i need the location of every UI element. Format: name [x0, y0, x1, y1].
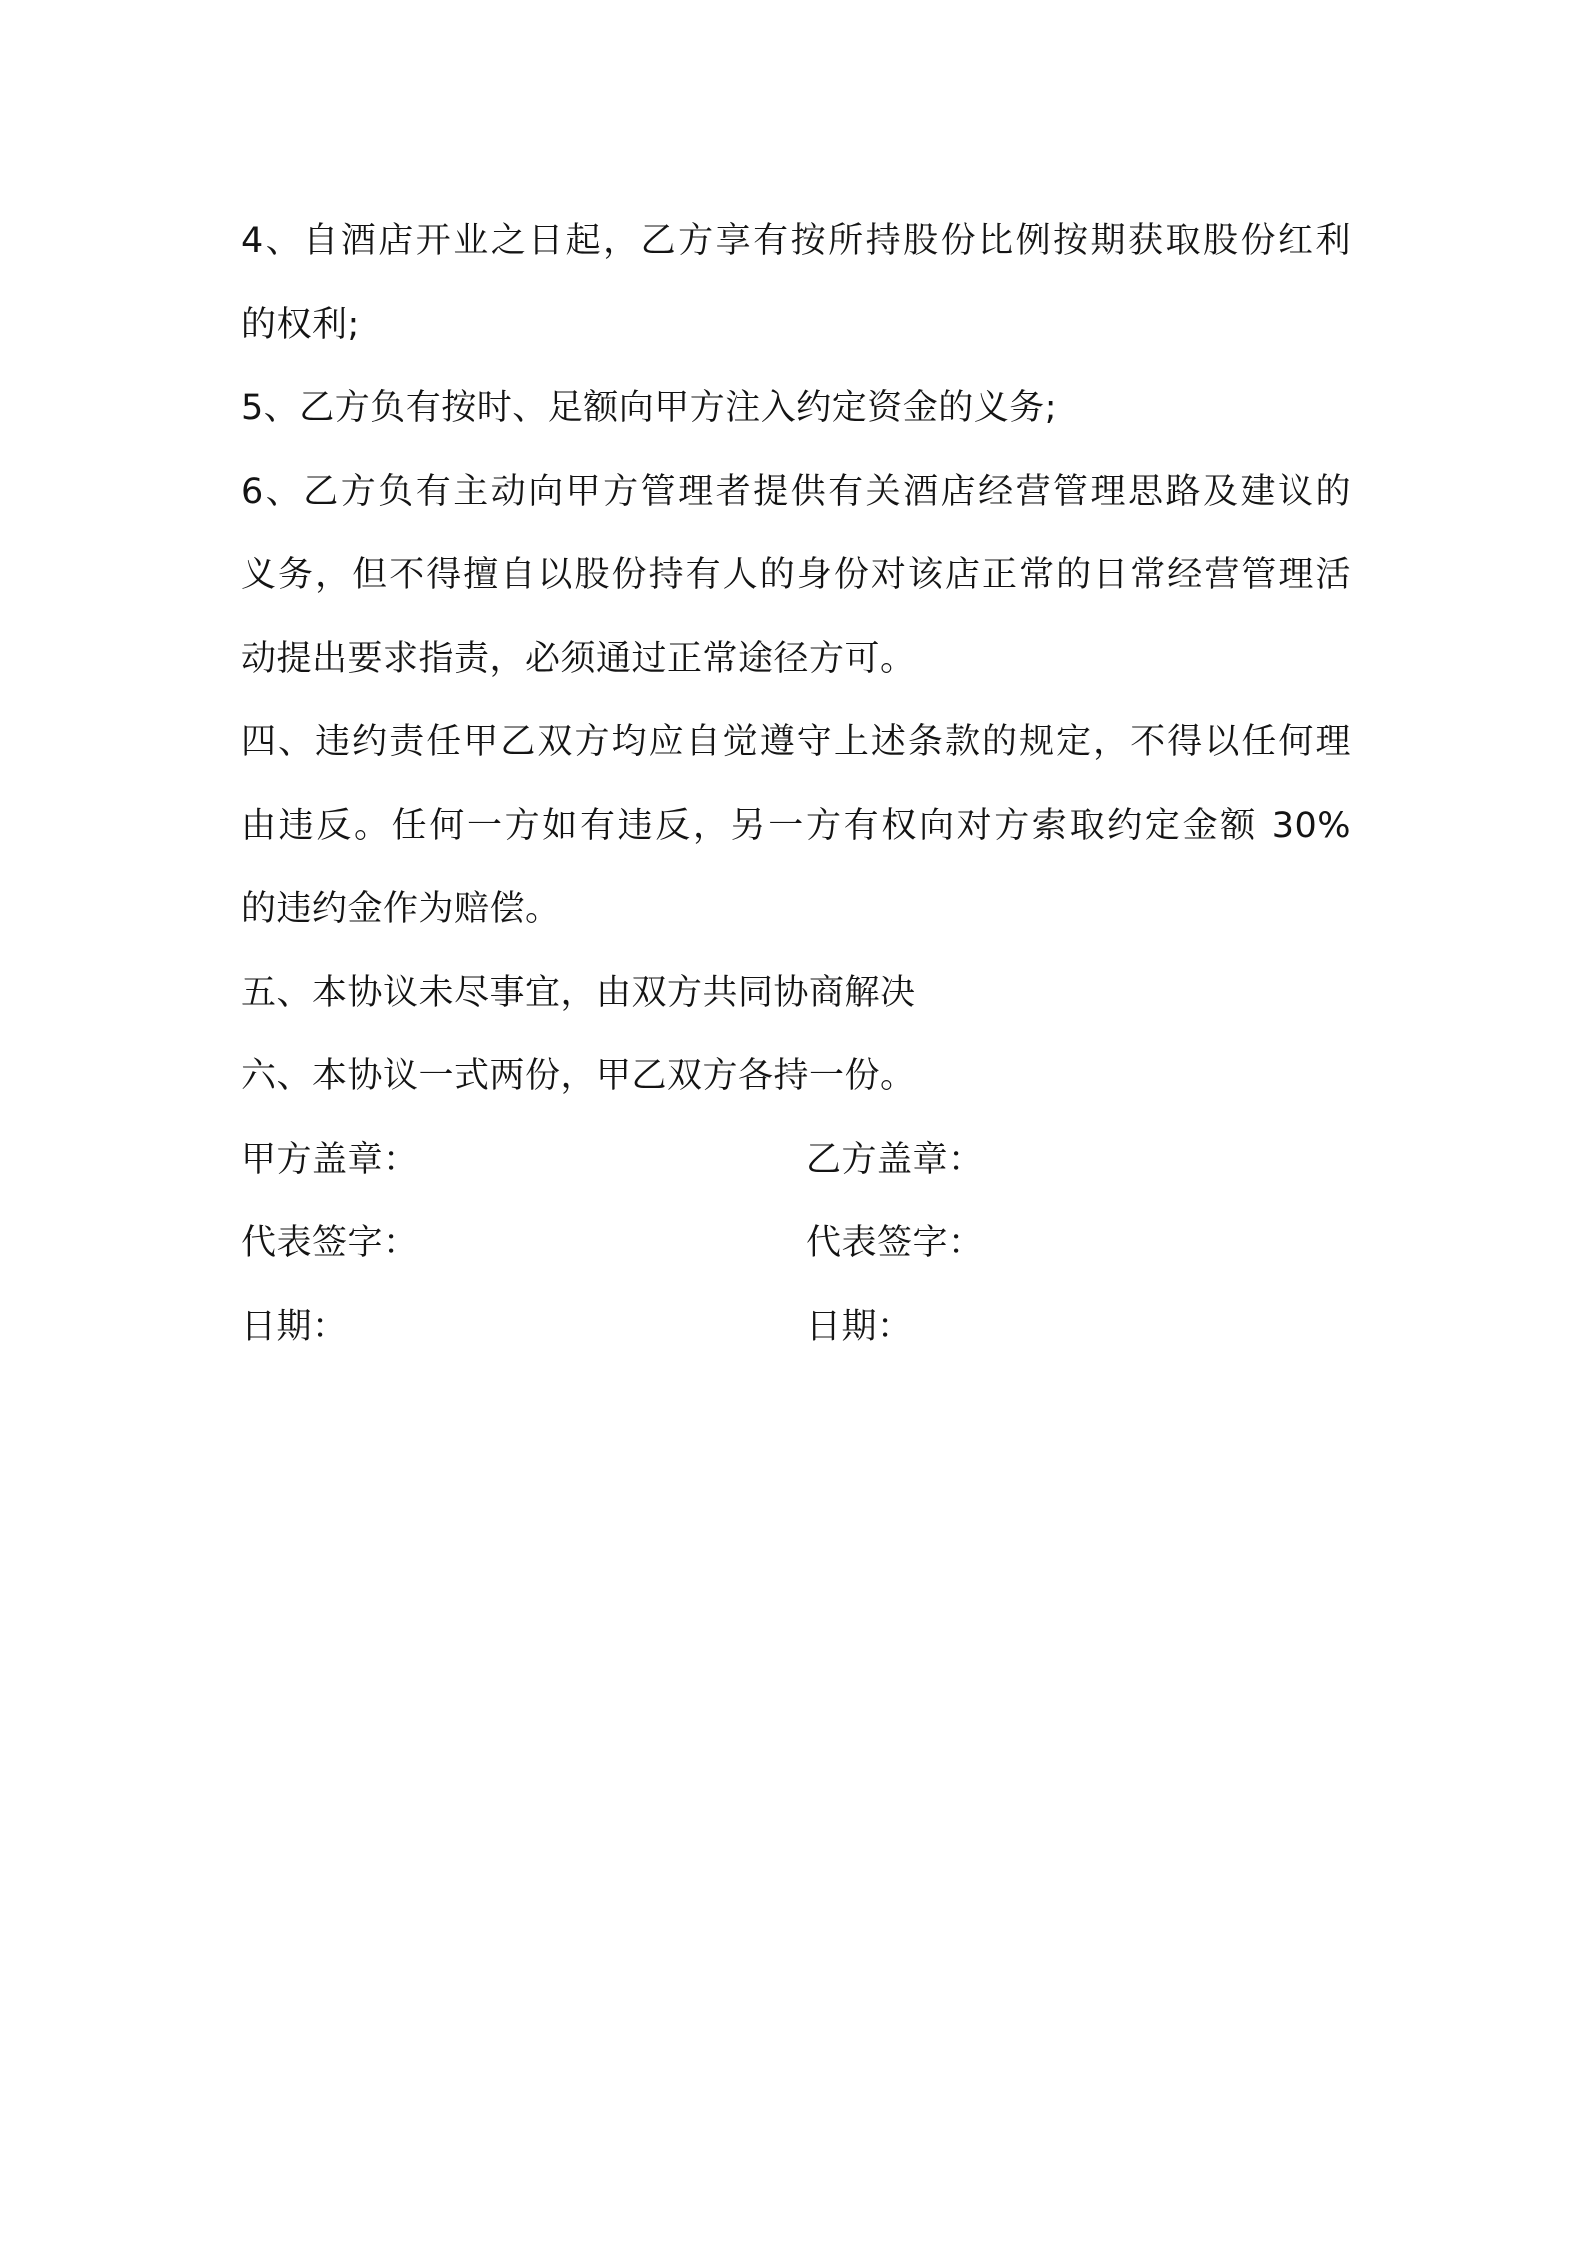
party-b-date-label: 日期： — [806, 1306, 913, 1347]
text-line: 由违反。任何一方如有违反，另一方有权向对方索取约定金额 30% — [241, 805, 1351, 846]
text-line: 的违约金作为赔偿。 — [241, 889, 561, 929]
representative-row — [241, 1202, 1351, 1286]
party-a-seal-label: 甲方盖章： — [241, 1139, 419, 1180]
party-b-rep-label: 代表签字： — [806, 1223, 984, 1263]
copies-paragraph — [241, 1035, 1351, 1119]
document-body — [241, 200, 1351, 1369]
signature-block — [241, 1119, 1351, 1370]
clause-4-paragraph — [241, 200, 1351, 367]
unresolved-matters-paragraph — [241, 952, 1351, 1036]
clause-5-paragraph — [241, 367, 1351, 451]
text-line: 动提出要求指责，必须通过正常途径方可。 — [241, 638, 916, 679]
text-line: 五、本协议未尽事宜，由双方共同协商解决 — [241, 972, 916, 1013]
text-line: 六、本协议一式两份，甲乙双方各持一份。 — [241, 1056, 916, 1096]
text-line: 的权利; — [241, 304, 360, 345]
text-line: 4、自酒店开业之日起，乙方享有按所持股份比例按期获取股份红利 — [241, 221, 1351, 261]
text-line: 5、乙方负有按时、足额向甲方注入约定资金的义务; — [241, 388, 1058, 428]
text-line: 6、乙方负有主动向甲方管理者提供有关酒店经营管理思路及建议的 — [241, 471, 1351, 512]
text-line: 四、违约责任甲乙双方均应自觉遵守上述条款的规定，不得以任何理 — [241, 722, 1351, 762]
breach-liability-paragraph — [241, 701, 1351, 952]
party-b-seal-label: 乙方盖章： — [806, 1139, 984, 1180]
seal-row — [241, 1119, 1351, 1203]
clause-6-paragraph — [241, 451, 1351, 702]
party-a-date-label: 日期： — [241, 1306, 348, 1347]
date-row — [241, 1286, 1351, 1370]
party-a-rep-label: 代表签字： — [241, 1223, 419, 1263]
text-line: 义务，但不得擅自以股份持有人的身份对该店正常的日常经营管理活 — [241, 555, 1351, 595]
